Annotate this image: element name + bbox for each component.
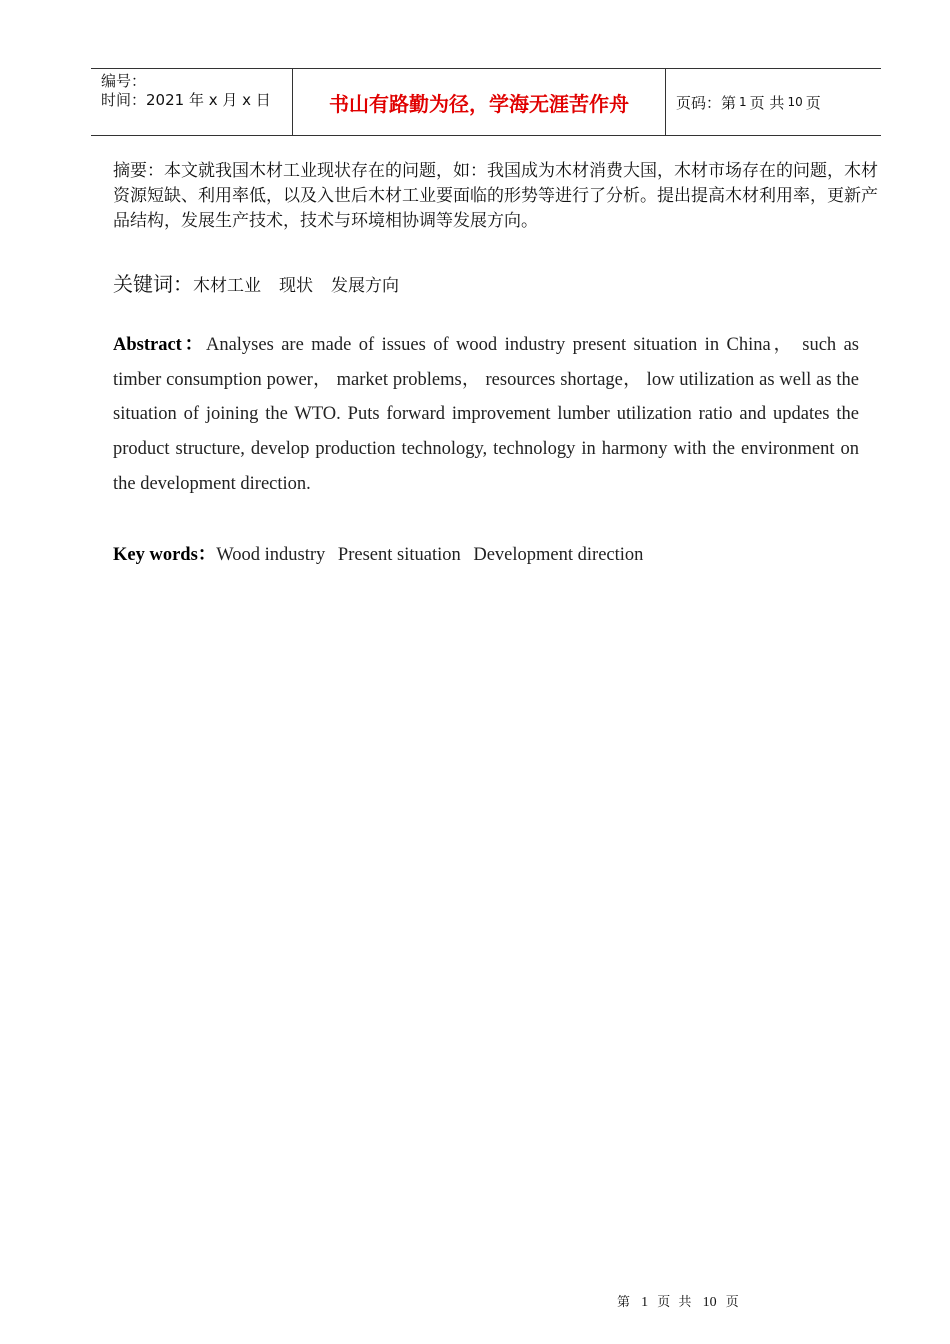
keywords-en-label: Key words： bbox=[113, 545, 217, 565]
keyword-en-item: Development direction bbox=[473, 545, 644, 565]
page-footer bbox=[617, 1291, 741, 1311]
page-current: 1 bbox=[739, 95, 747, 109]
header-motto: 书山有路勤为径，学海无涯苦作舟 bbox=[329, 91, 629, 116]
abstract-en-label: Abstract： bbox=[113, 335, 206, 355]
keyword-cn-item: 木材工业 bbox=[193, 276, 261, 296]
page-suffix: 页 bbox=[805, 93, 821, 112]
abstract-english bbox=[113, 328, 859, 502]
keyword-en-item: Wood industry bbox=[216, 545, 326, 565]
page-mid: 页 共 bbox=[749, 93, 785, 112]
header-motto-cell bbox=[292, 69, 666, 135]
abstract-chinese bbox=[113, 159, 878, 234]
page-header bbox=[91, 68, 881, 136]
header-meta-cell bbox=[91, 69, 292, 135]
keyword-cn-item: 现状 bbox=[279, 276, 313, 296]
footer-mid: 页 共 bbox=[657, 1295, 694, 1310]
abstract-cn-label: 摘要： bbox=[113, 161, 164, 181]
keywords-cn-label: 关键词： bbox=[113, 272, 193, 296]
keyword-en-item: Present situation bbox=[337, 545, 461, 565]
abstract-cn-text: 本文就我国木材工业现状存在的问题，如：我国成为木材消费大国，木材市场存在的问题，木材资源短缺、利用率低，以及入世后木材工业要面临的形势等进行了分析。提出提高木材利用率，更新产品结构，发展生产技术，技术与环境相协调等发展方向。 bbox=[113, 161, 878, 231]
footer-total: 10 bbox=[702, 1295, 717, 1310]
page-total: 10 bbox=[787, 95, 803, 109]
header-page-cell bbox=[666, 69, 881, 135]
keyword-cn-item: 发展方向 bbox=[331, 276, 399, 296]
abstract-en-text: Analyses are made of issues of wood industry present situation in China， such as timber consumption power， market problems， resources shortage， low utilization as well as the situation of joining the WTO. Puts forward improvement lumber utilization ratio and updates the product structure, develop production technology, technology in harmony with the environment on the development direction. bbox=[113, 335, 859, 494]
footer-prefix: 第 bbox=[617, 1295, 633, 1310]
footer-current: 1 bbox=[641, 1295, 649, 1310]
serial-number-label: 编号： bbox=[101, 72, 147, 90]
footer-suffix: 页 bbox=[725, 1295, 741, 1310]
page-prefix: 页码：第 bbox=[676, 93, 737, 112]
keywords-chinese bbox=[113, 270, 417, 300]
keywords-english bbox=[113, 540, 651, 570]
date-label: 时间：2021 年 x 月 x 日 bbox=[101, 91, 271, 109]
